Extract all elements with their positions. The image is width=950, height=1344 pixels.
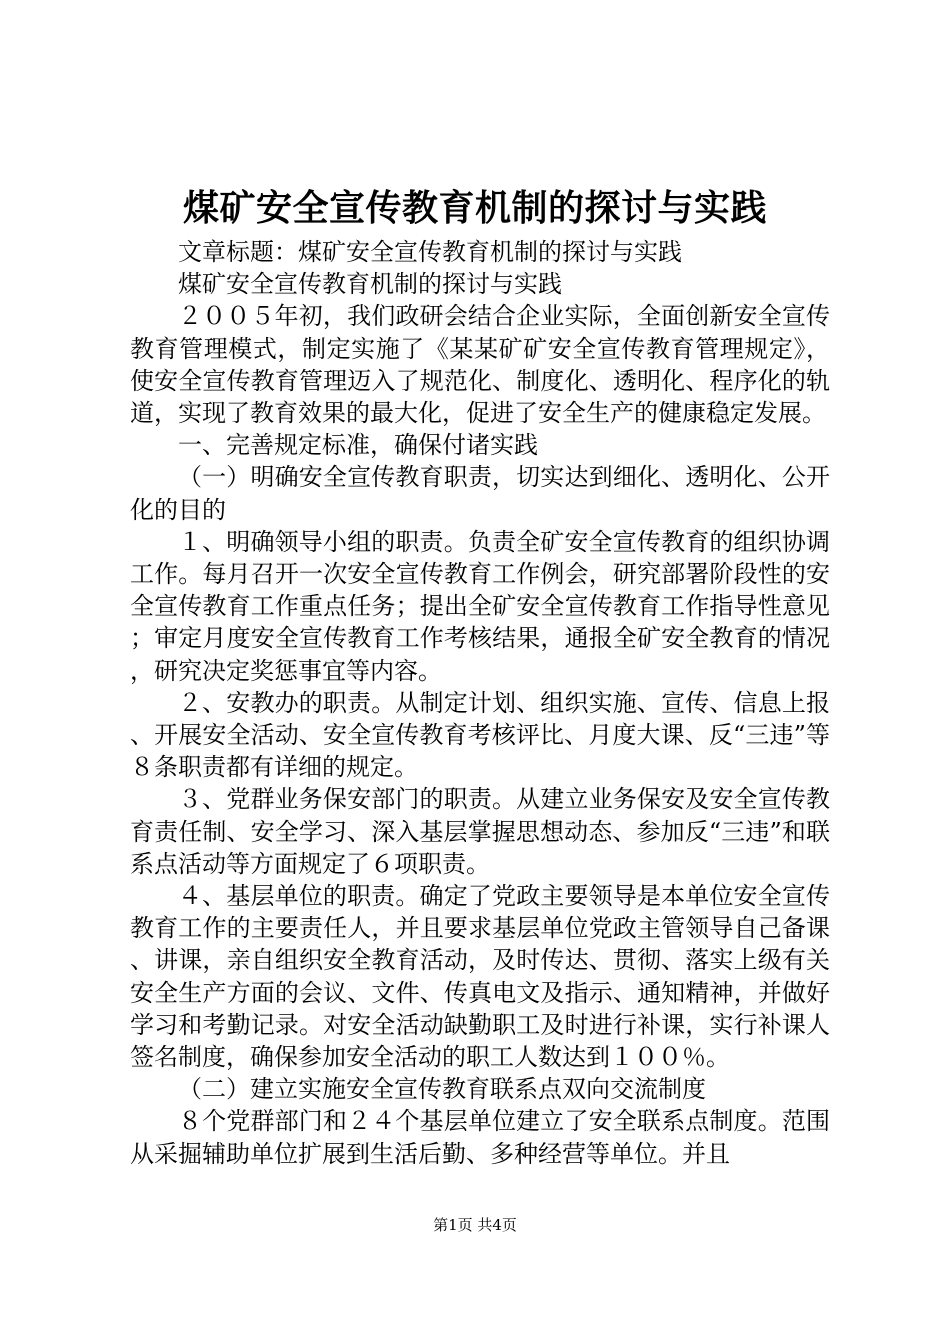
item-paragraph-1: １、明确领导小组的职责。负责全矿安全宣传教育的组织协调工作。每月召开一次安全宣传教育工作例会，研究部署阶段性的安全宣传教育工作重点任务；提出全矿安全宣传教育工作指导性意见；审定月度安全宣传教育工作考核结果，通报全矿安全教育的情况，研究决定奖惩事宜等内容。 xyxy=(130,527,830,685)
section-heading-1: 一、完善规定标准，确保付诸实践 xyxy=(178,431,538,460)
article-title-line: 文章标题：煤矿安全宣传教育机制的探讨与实践 xyxy=(178,238,682,266)
subsection-heading-1: （一）明确安全宣传教育职责，切实达到细化、透明化、公开化的目的 xyxy=(130,463,830,524)
intro-paragraph: ２００５年初，我们政研会结合企业实际，全面创新安全宣传教育管理模式，制定实施了《某某矿矿安全宣传教育管理规定》，使安全宣传教育管理迈入了规范化、制度化、透明化、程序化的轨道，实现了教育效果的最大化，促进了安全生产的健康稳定发展。 xyxy=(130,302,830,428)
page-footer: 第1页 共4页 xyxy=(433,1216,517,1234)
item-paragraph-2: ２、安教办的职责。从制定计划、组织实施、宣传、信息上报、开展安全活动、安全宣传教育考核评比、月度大课、反“三违”等８条职责都有详细的规定。 xyxy=(130,688,830,782)
item-paragraph-4: ４、基层单位的职责。确定了党政主要领导是本单位安全宣传教育工作的主要责任人，并且要求基层单位党政主管领导自己备课、讲课，亲自组织安全教育活动，及时传达、贯彻、落实上级有关安全生产方面的会议、文件、传真电文及指示、通知精神，并做好学习和考勤记录。对安全活动缺勤职工及时进行补课，实行补课人签名制度，确保参加安全活动的职工人数达到１００％。 xyxy=(130,882,830,1072)
document-body xyxy=(130,236,830,1170)
document-title: 煤矿安全宣传教育机制的探讨与实践 xyxy=(182,188,767,229)
subsection-heading-2: （二）建立实施安全宣传教育联系点双向交流制度 xyxy=(178,1075,706,1104)
item-paragraph-3: ３、党群业务保安部门的职责。从建立业务保安及安全宣传教育责任制、安全学习、深入基层掌握思想动态、参加反“三违”和联系点活动等方面规定了６项职责。 xyxy=(130,785,830,878)
subtitle-line: 煤矿安全宣传教育机制的探讨与实践 xyxy=(178,270,562,299)
body-paragraph: ８个党群部门和２４个基层单位建立了安全联系点制度。范围从采掘辅助单位扩展到生活后勤、多种经营等单位。并且 xyxy=(130,1107,830,1168)
